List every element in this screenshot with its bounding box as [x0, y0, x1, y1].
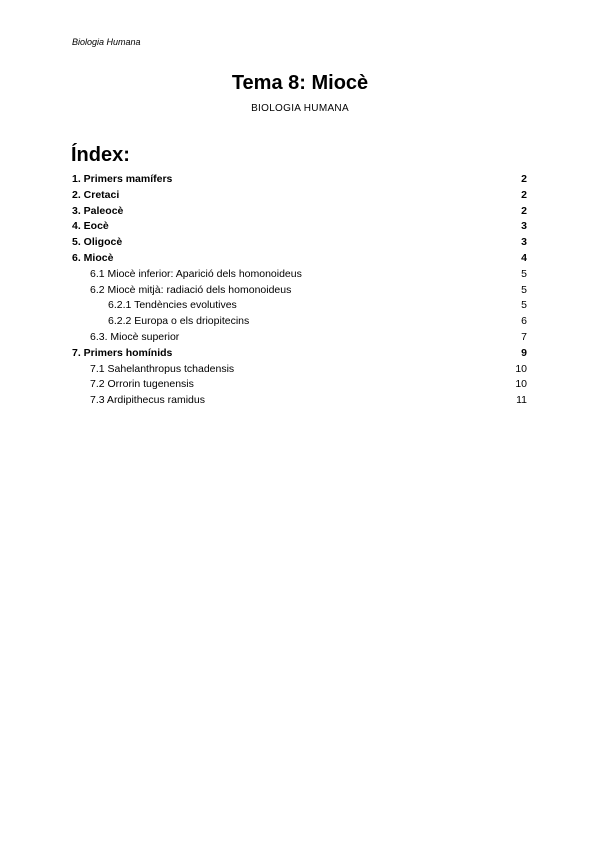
toc-entry-page-number: 3 — [521, 236, 527, 249]
toc-entry[interactable] — [72, 188, 527, 204]
toc-entry-label: 5. Oligocè — [72, 236, 123, 249]
toc-entry-page-number: 4 — [521, 251, 527, 264]
toc-entry-label: 4. Eocè — [72, 220, 109, 233]
toc-entry-label: 1. Primers mamífers — [72, 173, 173, 185]
toc-entry-label: 3. Paleocè — [72, 204, 124, 217]
toc-entry-page-number: 3 — [521, 220, 527, 233]
running-header: Biologia Humana — [72, 37, 141, 47]
toc-entry-label: 7.1 Sahelanthropus tchadensis — [90, 362, 235, 375]
toc-entry-page-number: 9 — [521, 346, 527, 359]
toc-entry[interactable] — [72, 346, 527, 362]
toc-entry-page-number: 7 — [521, 330, 527, 343]
toc-entry-label: 6. Miocè — [72, 251, 114, 264]
toc-entry-page-number: 2 — [521, 188, 527, 201]
table-of-contents — [72, 172, 527, 409]
toc-entry-page-number: 5 — [521, 267, 527, 280]
toc-entry[interactable] — [72, 219, 527, 235]
toc-entry[interactable] — [72, 298, 527, 314]
toc-entry-label: 6.2.1 Tendències evolutives — [108, 299, 237, 312]
toc-entry[interactable] — [72, 314, 527, 330]
toc-entry[interactable] — [72, 283, 527, 299]
toc-entry-label: 7. Primers homínids — [72, 346, 173, 359]
toc-entry-label: 2. Cretaci — [72, 188, 120, 201]
toc-entry-page-number: 10 — [515, 378, 527, 391]
document-subtitle: BIOLOGIA HUMANA — [251, 103, 349, 114]
toc-entry-page-number: 11 — [516, 394, 527, 407]
toc-entry-label: 6.1 Miocè inferior: Aparició dels homonoideus — [90, 267, 302, 280]
index-heading: Índex: — [71, 144, 130, 166]
toc-entry-page-number: 5 — [521, 283, 527, 296]
toc-entry-page-number: 2 — [521, 173, 527, 185]
toc-entry[interactable] — [72, 330, 527, 346]
toc-entry[interactable] — [72, 362, 527, 378]
toc-entry[interactable] — [72, 393, 527, 409]
toc-entry-label: 6.2 Miocè mitjà: radiació dels homonoideus — [90, 283, 292, 296]
toc-entry[interactable] — [72, 172, 527, 188]
toc-entry[interactable] — [72, 235, 527, 251]
toc-entry-page-number: 6 — [521, 315, 527, 328]
toc-entry[interactable] — [72, 377, 527, 393]
toc-entry-label: 6.3. Miocè superior — [90, 330, 180, 343]
toc-entry[interactable] — [72, 204, 527, 220]
toc-entry-page-number: 5 — [521, 299, 527, 312]
toc-entry[interactable] — [72, 251, 527, 267]
toc-entry[interactable] — [72, 267, 527, 283]
document-title: Tema 8: Miocè — [231, 72, 369, 94]
toc-entry-label: 6.2.2 Europa o els driopitecins — [108, 315, 250, 328]
toc-entry-label: 7.3 Ardipithecus ramidus — [90, 394, 205, 407]
toc-entry-page-number: 2 — [521, 204, 527, 217]
toc-entry-page-number: 10 — [515, 362, 527, 375]
toc-entry-label: 7.2 Orrorin tugenensis — [90, 378, 194, 391]
